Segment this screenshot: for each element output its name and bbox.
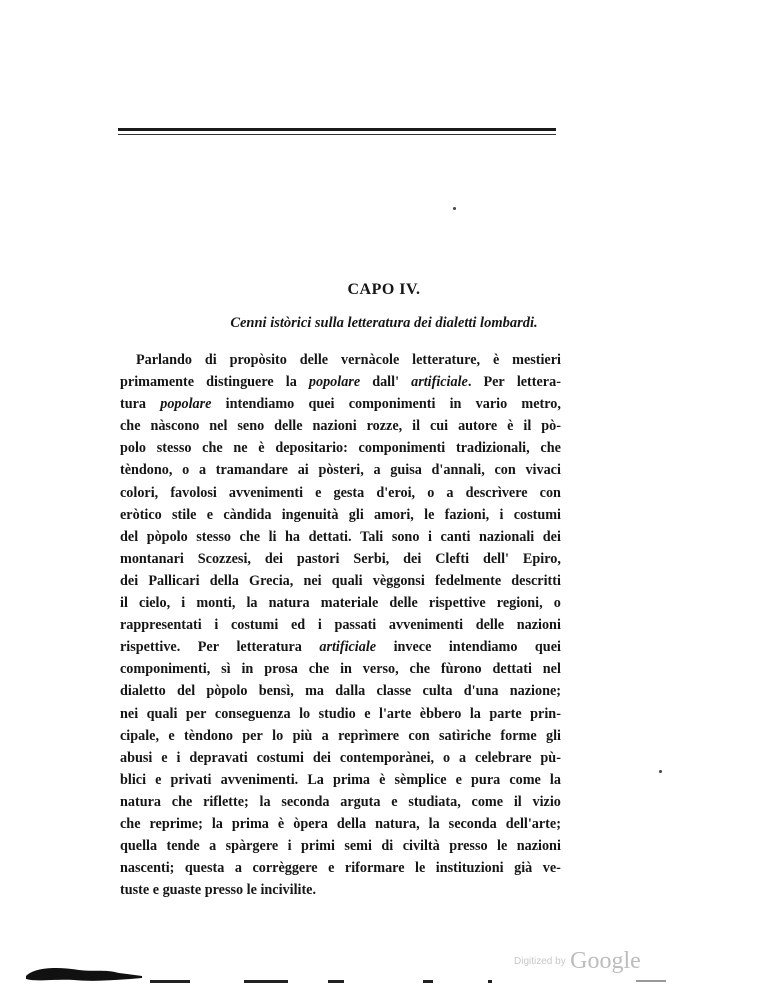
word: a xyxy=(321,727,329,744)
scan-speck xyxy=(659,770,662,773)
word: primamente xyxy=(120,374,195,391)
word: quali xyxy=(331,572,363,589)
word: costumi xyxy=(231,617,279,634)
footer-mark xyxy=(150,980,190,983)
word: descrìvere xyxy=(465,484,528,501)
word: fùrono xyxy=(440,661,482,678)
word: dettati. xyxy=(308,528,352,545)
word: òpera xyxy=(293,815,328,832)
word: ai xyxy=(297,462,309,479)
word: e xyxy=(152,882,160,899)
word: fedelmente xyxy=(434,572,502,589)
text-line xyxy=(120,437,561,459)
text-line xyxy=(120,835,561,857)
word: stesso xyxy=(156,440,192,457)
word: con xyxy=(539,484,561,501)
text-line xyxy=(120,680,561,702)
word: che xyxy=(540,440,561,457)
word: il xyxy=(412,418,421,435)
word: mestieri xyxy=(512,352,561,368)
word: lettera- xyxy=(516,374,561,391)
word: i xyxy=(214,617,219,634)
text-line xyxy=(120,813,561,835)
text-line xyxy=(120,415,561,437)
word: e xyxy=(315,484,322,501)
word: nàscono xyxy=(150,418,200,435)
footer-mark xyxy=(636,980,666,982)
word: componimenti, xyxy=(120,661,211,678)
word: seno xyxy=(237,418,265,435)
word: bensì, xyxy=(258,683,294,700)
word: quei xyxy=(308,396,335,413)
word: la xyxy=(549,771,561,788)
chapter-title: CAPO IV. xyxy=(347,281,421,298)
word: che xyxy=(239,528,261,545)
word: pura xyxy=(471,771,501,788)
word: delle xyxy=(475,617,505,634)
word: Clefti xyxy=(435,550,470,567)
word: nazioni xyxy=(516,617,561,634)
word: instituzioni xyxy=(435,860,504,877)
word: riformare xyxy=(344,860,405,877)
word: la xyxy=(259,793,271,810)
word: che xyxy=(409,661,431,678)
word: satìriche xyxy=(439,727,492,744)
word: intendiamo xyxy=(225,396,295,413)
word: vizio xyxy=(532,793,561,810)
word: o xyxy=(553,595,561,612)
word: civiltà xyxy=(402,838,440,855)
word: presso xyxy=(204,882,244,899)
word: Scozzesi, xyxy=(197,550,251,567)
word: nazionali xyxy=(479,528,535,545)
word: Tali xyxy=(360,528,384,545)
word: incivilite. xyxy=(260,882,317,899)
word: i xyxy=(427,528,432,545)
word: vèggonsi xyxy=(372,572,425,589)
word: e xyxy=(161,749,168,766)
word: prima xyxy=(332,771,371,788)
word: seconda xyxy=(281,793,330,810)
word: cipale, xyxy=(120,727,160,744)
word: monti, xyxy=(196,595,236,612)
word: èbbero xyxy=(419,705,462,722)
footer-mark xyxy=(423,980,433,983)
word: pòsteri, xyxy=(318,462,364,479)
word: sèmplice xyxy=(394,771,447,788)
word: nel xyxy=(542,661,561,678)
word: della xyxy=(336,815,367,832)
text-line xyxy=(120,526,561,548)
word: del xyxy=(120,528,139,545)
word: quali xyxy=(146,705,178,722)
word: i xyxy=(181,595,186,612)
footer-mark xyxy=(488,980,492,983)
word: che xyxy=(120,418,141,435)
word: pù- xyxy=(540,749,561,766)
word: dei xyxy=(312,749,331,766)
word: con xyxy=(408,727,430,744)
word: lo xyxy=(299,705,311,722)
body-text xyxy=(120,349,561,901)
word: d'una xyxy=(463,683,499,700)
word: ed xyxy=(290,617,306,634)
word: come xyxy=(471,793,504,810)
word: nazioni xyxy=(312,418,357,435)
word: il xyxy=(513,793,522,810)
word: tuste xyxy=(120,882,150,899)
word: prin- xyxy=(530,705,561,722)
word: ne xyxy=(233,440,248,457)
word: a xyxy=(198,462,207,479)
word: spàrgere xyxy=(225,838,279,855)
text-line xyxy=(120,769,561,791)
text-line xyxy=(120,614,561,636)
word: in xyxy=(449,396,462,413)
word: dei xyxy=(120,572,139,589)
word: pòpolo xyxy=(206,683,248,700)
word: dialetto xyxy=(120,683,166,700)
text-line xyxy=(120,658,561,680)
word: la xyxy=(428,815,440,832)
word: natura, xyxy=(375,815,420,832)
text-line xyxy=(120,879,561,901)
word: propòsito xyxy=(229,352,287,368)
word: invece xyxy=(393,639,432,656)
word: guisa xyxy=(390,462,422,479)
word: tende xyxy=(166,838,200,855)
word: gesta xyxy=(333,484,365,501)
word: d'eroi, xyxy=(376,484,416,501)
word: dell' xyxy=(482,550,509,567)
word: Per xyxy=(197,639,220,656)
word: ha xyxy=(285,528,301,545)
word: per xyxy=(242,727,263,744)
word: Parlando xyxy=(136,352,192,368)
word: nazione; xyxy=(509,683,561,700)
word: Grecia, xyxy=(249,572,294,589)
word: in xyxy=(340,661,352,678)
word: dei xyxy=(542,528,561,545)
word: di xyxy=(204,352,217,368)
word: a xyxy=(209,838,217,855)
word: natura xyxy=(120,793,161,810)
word: regioni, xyxy=(496,595,543,612)
word: nei xyxy=(120,705,139,722)
word: le xyxy=(415,860,426,877)
footer-mark xyxy=(244,980,288,983)
word: cielo, xyxy=(139,595,171,612)
word: la xyxy=(246,595,258,612)
watermark-prefix: Digitized by xyxy=(514,956,566,967)
word: dalla xyxy=(335,683,366,700)
word: tura xyxy=(120,396,147,413)
word: ingenuità xyxy=(281,506,339,523)
word: che xyxy=(120,815,141,832)
word: celebrare xyxy=(475,749,532,766)
text-line xyxy=(120,592,561,614)
word: passati xyxy=(334,617,377,634)
word: ve- xyxy=(542,860,561,877)
word: gli xyxy=(348,506,364,523)
text-line xyxy=(120,791,561,813)
word: nel xyxy=(209,418,228,435)
word: nascenti; xyxy=(120,860,175,877)
word: Epiro, xyxy=(522,550,561,567)
word: più xyxy=(292,727,313,744)
word: cui xyxy=(429,418,449,435)
word: l'arte xyxy=(379,705,412,722)
word: intendiamo xyxy=(448,639,518,656)
word: a xyxy=(446,484,454,501)
word: tradizionali, xyxy=(455,440,530,457)
word: blici xyxy=(120,771,147,788)
word: è xyxy=(507,418,514,435)
word: costumi xyxy=(513,506,561,523)
word: e xyxy=(155,771,162,788)
word: contemporànei, xyxy=(339,749,435,766)
word: forme xyxy=(500,727,537,744)
word: càndida xyxy=(223,506,272,523)
text-line xyxy=(120,548,561,570)
word: favolosi xyxy=(170,484,217,501)
word: e xyxy=(455,771,462,788)
word: letterature, xyxy=(412,352,481,368)
word: e xyxy=(391,793,398,810)
word: che xyxy=(308,661,330,678)
text-line xyxy=(120,371,561,393)
word: Serbi, xyxy=(353,550,390,567)
text-line xyxy=(120,570,561,592)
word: tèndono, xyxy=(120,462,173,479)
word: pastori xyxy=(296,550,340,567)
word: pòpolo xyxy=(146,528,188,545)
word: studiata, xyxy=(408,793,461,810)
word: componimenti xyxy=(358,440,446,457)
word: lo xyxy=(272,727,284,744)
word: vario xyxy=(475,396,508,413)
word: avvenimenti xyxy=(388,617,464,634)
scan-blot xyxy=(24,964,144,984)
word: amori, xyxy=(374,506,414,523)
word: dei xyxy=(264,550,283,567)
word: avvenimenti. xyxy=(220,771,299,788)
word: parte xyxy=(489,705,522,722)
word: autore xyxy=(458,418,498,435)
word: questa xyxy=(184,860,225,877)
word: artificiale. xyxy=(411,374,472,391)
word: dall' xyxy=(372,374,400,391)
word: letteratura xyxy=(236,639,302,656)
word: depravati xyxy=(189,749,248,766)
word: a xyxy=(234,860,242,877)
word: dettati xyxy=(492,661,532,678)
word: i xyxy=(317,617,322,634)
word: le xyxy=(246,882,257,899)
word: privati xyxy=(170,771,212,788)
word: della xyxy=(209,572,239,589)
word: verso, xyxy=(362,661,399,678)
word: natura xyxy=(268,595,310,612)
text-line xyxy=(120,393,561,415)
word: avvenimenti xyxy=(228,484,304,501)
text-line xyxy=(120,636,561,658)
word: metro, xyxy=(521,396,561,413)
word: dei xyxy=(403,550,422,567)
word: i xyxy=(176,749,181,766)
word: già xyxy=(514,860,533,877)
word: a xyxy=(459,749,467,766)
text-line xyxy=(120,482,561,504)
digitized-watermark xyxy=(514,948,641,975)
word: popolare xyxy=(160,396,212,413)
word: rispettive. xyxy=(120,639,181,656)
word: a xyxy=(373,462,381,479)
word: costumi xyxy=(256,749,304,766)
word: ma xyxy=(305,683,325,700)
word: per xyxy=(185,705,207,722)
word: rozze, xyxy=(366,418,403,435)
word: distinguere xyxy=(206,374,274,391)
word: popolare xyxy=(308,374,361,391)
text-line xyxy=(120,504,561,526)
text-line xyxy=(120,459,561,481)
word: pò- xyxy=(541,418,561,435)
word: rispettive xyxy=(428,595,486,612)
word: tramandare xyxy=(215,462,288,479)
word: e xyxy=(364,705,371,722)
word: delle xyxy=(389,595,418,612)
word: le xyxy=(424,506,435,523)
word: come xyxy=(509,771,541,788)
word: classe xyxy=(376,683,412,700)
text-line xyxy=(120,349,561,371)
watermark-brand: Google xyxy=(570,948,641,974)
word: dell'arte; xyxy=(505,815,561,832)
word: materiale xyxy=(320,595,379,612)
word: li xyxy=(268,528,277,545)
word: è xyxy=(492,352,500,368)
word: e xyxy=(168,727,175,744)
text-line xyxy=(120,703,561,725)
word: colori, xyxy=(120,484,159,501)
word: componimenti xyxy=(348,396,436,413)
word: o xyxy=(182,462,190,479)
word: stile xyxy=(172,506,197,523)
word: La xyxy=(307,771,324,788)
word: con xyxy=(494,462,516,479)
word: delle xyxy=(299,352,329,368)
word: sì xyxy=(221,661,231,678)
word: è xyxy=(277,815,285,832)
word: di xyxy=(381,838,394,855)
word: riflette; xyxy=(203,793,249,810)
word: e xyxy=(206,506,214,523)
word: montanari xyxy=(120,550,184,567)
word: che xyxy=(171,793,193,810)
word: semi xyxy=(344,838,372,855)
word: che xyxy=(202,440,223,457)
word: stesso xyxy=(196,528,231,545)
chapter-subtitle: Cenni istòrici sulla letteratura dei dialetti lombardi. xyxy=(230,315,538,331)
word: reprìmere xyxy=(338,727,400,744)
word: guaste xyxy=(162,882,202,899)
text-line xyxy=(120,725,561,747)
text-line xyxy=(120,857,561,879)
word: e xyxy=(328,860,335,877)
word: Per xyxy=(483,374,505,391)
scan-speck xyxy=(453,207,456,210)
word: culta xyxy=(422,683,453,700)
word: abusi xyxy=(120,749,153,766)
word: le xyxy=(497,838,508,855)
word: conseguenza xyxy=(214,705,291,722)
header-rule-thick xyxy=(118,128,556,131)
word: gli xyxy=(546,727,561,744)
header-rule-thin xyxy=(118,134,556,135)
word: depositario: xyxy=(275,440,348,457)
word: la xyxy=(211,815,223,832)
word: reprime; xyxy=(149,815,203,832)
word: corrèggere xyxy=(252,860,318,877)
word: è xyxy=(379,771,386,788)
word: rappresentati xyxy=(120,617,202,634)
word: studio xyxy=(318,705,356,722)
footer-mark xyxy=(328,980,344,983)
word: la xyxy=(285,374,297,391)
word: seconda xyxy=(448,815,497,832)
word: polo xyxy=(120,440,147,457)
word: i xyxy=(499,506,504,523)
word: canti xyxy=(440,528,471,545)
word: tèndono xyxy=(184,727,233,744)
word: sono xyxy=(391,528,420,545)
word: fazioni, xyxy=(444,506,490,523)
word: nei xyxy=(303,572,322,589)
word: è xyxy=(258,440,265,457)
word: delle xyxy=(274,418,303,435)
word: del xyxy=(177,683,196,700)
word: i xyxy=(287,838,292,855)
word: d'annali, xyxy=(431,462,485,479)
word: o xyxy=(443,749,451,766)
word: descritti xyxy=(511,572,561,589)
word: il xyxy=(120,595,128,612)
word: arguta xyxy=(340,793,381,810)
word: o xyxy=(427,484,435,501)
word: in xyxy=(241,661,254,678)
word: il xyxy=(523,418,532,435)
word: nazioni xyxy=(516,838,561,855)
word: prima xyxy=(231,815,269,832)
word: vernàcole xyxy=(340,352,400,368)
word: vivaci xyxy=(525,462,561,479)
word: primi xyxy=(301,838,335,855)
word: quei xyxy=(534,639,561,656)
word: artificiale xyxy=(319,639,377,656)
word: quella xyxy=(120,838,158,855)
text-line xyxy=(120,747,561,769)
word: eròtico xyxy=(120,506,162,523)
word: presso xyxy=(449,838,488,855)
word: Pallicari xyxy=(148,572,200,589)
word: prosa xyxy=(264,661,298,678)
word: la xyxy=(469,705,481,722)
